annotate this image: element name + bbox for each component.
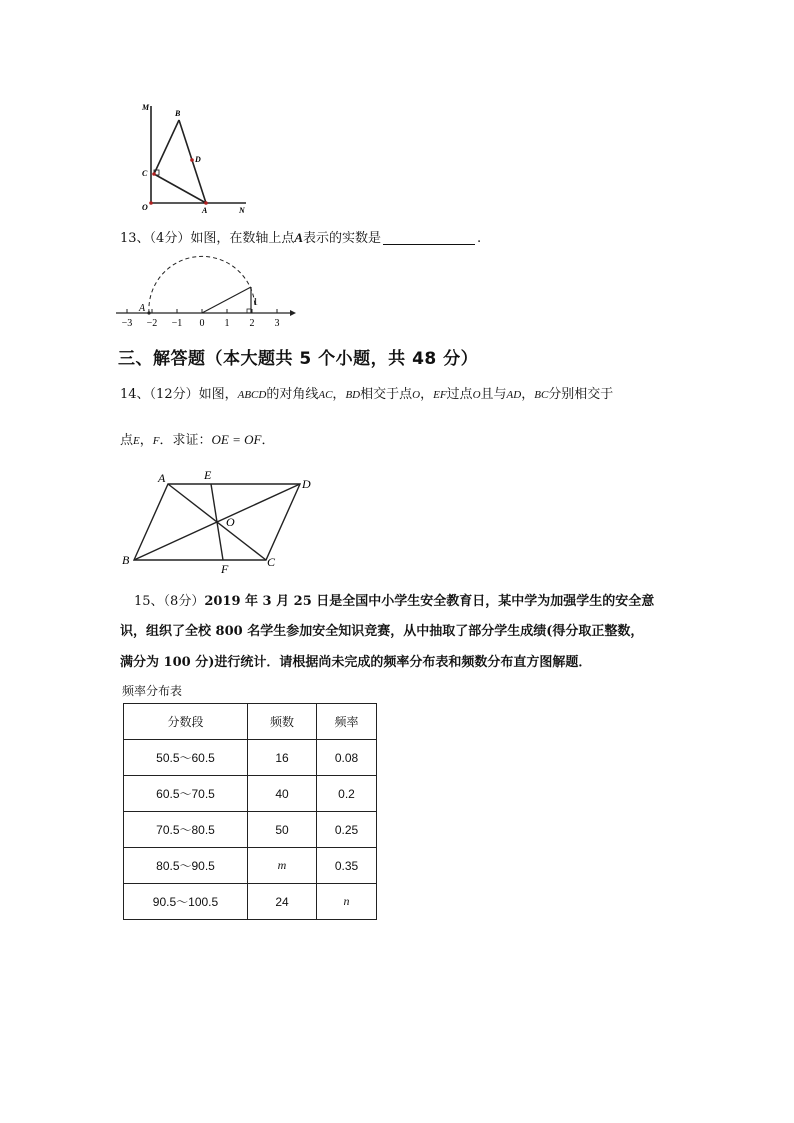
point-a-dot (147, 311, 150, 314)
q13-number: 13、 (120, 231, 150, 246)
q14-t13: ． (261, 433, 275, 448)
q14-t2: 的对角线 (266, 387, 319, 402)
label-d: D (302, 477, 311, 491)
q14-m11: OE = OF (211, 432, 262, 447)
q14-m9: E (133, 435, 140, 447)
table-caption: 频率分布表 (122, 684, 183, 698)
q13-point: A (294, 230, 304, 245)
q14-m3: BD (345, 389, 361, 401)
q15-score: （8分） (163, 594, 205, 609)
tick-label: 2 (249, 318, 255, 329)
table-row (124, 848, 377, 884)
label-o: O (142, 203, 148, 212)
header-score-range: 分数段 (124, 704, 248, 740)
cell-range: 80.5～90.5 (124, 848, 248, 884)
q14-t1: 如图， (198, 387, 238, 402)
tick-label: −2 (146, 318, 158, 329)
q13-end: . (477, 231, 482, 246)
q14-m2: AC (318, 389, 333, 401)
q14-t7: 且与 (480, 387, 507, 402)
q14-t8: ， (521, 387, 535, 402)
height-label: 1 (253, 297, 258, 308)
figure-angle-triangle (138, 96, 258, 218)
label-n: N (239, 206, 245, 215)
cell-count: 24 (248, 884, 317, 920)
label-a: A (158, 471, 166, 485)
question-15-line3: 满分为 100 分)进行统计．请根据尚未完成的频率分布表和频数分布直方图解题． (120, 655, 592, 670)
axis-arrow (290, 310, 296, 316)
tick-labels (122, 318, 280, 329)
cell-range: 60.5～70.5 (124, 776, 248, 812)
question-15-line2: 识，组织了全校 800 名学生参加安全知识竞赛，从中抽取了部分学生成绩(得分取正整数， (120, 624, 644, 639)
label-e: E (204, 468, 212, 482)
label-d: D (195, 155, 201, 164)
cell-rate: 0.35 (317, 848, 377, 884)
q13-text: 如图，在数轴上点 (190, 231, 295, 246)
q14-m5: EF (433, 389, 447, 401)
point-o (149, 201, 153, 205)
label-o: O (226, 515, 235, 529)
cell-rate: 0.08 (317, 740, 377, 776)
label-c: C (142, 169, 148, 178)
table-row (124, 776, 377, 812)
tick-label: −1 (171, 318, 183, 329)
q14-m4: O (412, 389, 421, 401)
question-13 (120, 228, 481, 249)
segment-ef (211, 484, 223, 560)
q14-t5: ， (420, 387, 434, 402)
q13-answer-blank[interactable] (383, 230, 475, 245)
arc-dashed (149, 256, 255, 313)
q14-m1: ABCD (237, 389, 267, 401)
cell-count: m (248, 848, 317, 884)
question-15-line1 (134, 592, 654, 612)
q14-score: （12分） (149, 387, 199, 402)
tick-label: −3 (121, 318, 133, 329)
segment-bc (154, 120, 179, 174)
q14-t11: ， (139, 433, 153, 448)
header-relative-frequency: 频率 (317, 704, 377, 740)
tick-label: 3 (274, 318, 280, 329)
q13-score: （4分） (149, 231, 191, 246)
cell-rate: 0.2 (317, 776, 377, 812)
q14-m6: O (472, 389, 481, 401)
table-row (124, 884, 377, 920)
table-row (124, 740, 377, 776)
table-row (124, 812, 377, 848)
frequency-table (123, 703, 377, 920)
tick-label: 0 (199, 318, 205, 329)
label-m: M (142, 103, 150, 112)
table-header-row (124, 704, 377, 740)
label-c: C (267, 555, 276, 569)
label-b: B (122, 553, 130, 567)
q14-m7: AD (506, 389, 522, 401)
cell-rate: n (317, 884, 377, 920)
question-14-line2 (120, 430, 274, 451)
q14-m10: F (152, 435, 160, 447)
cell-count: 40 (248, 776, 317, 812)
q14-number: 14、 (120, 387, 150, 402)
q14-m8: BC (534, 389, 549, 401)
question-14-line1 (120, 385, 613, 405)
point-c (152, 172, 156, 176)
section-heading: 三、解答题（本大题共 5 个小题，共 48 分） (118, 349, 479, 369)
header-frequency: 频数 (248, 704, 317, 740)
point-a-label: A (139, 303, 146, 314)
point-a (204, 201, 208, 205)
q14-t3: ， (332, 387, 346, 402)
cell-range: 90.5～100.5 (124, 884, 248, 920)
q15-line1: 2019 年 3 月 25 日是全国中小学生安全教育日，某中学为加强学生的安全意 (204, 594, 655, 609)
q13-text2: 表示的实数是 (303, 231, 382, 246)
cell-range: 50.5～60.5 (124, 740, 248, 776)
q15-number: 15、 (134, 594, 164, 609)
label-b: B (175, 109, 181, 118)
point-d (190, 158, 194, 162)
label-a: A (202, 206, 208, 215)
cell-rate: 0.25 (317, 812, 377, 848)
q14-t9: 分别相交于 (548, 387, 614, 402)
figure-parallelogram (118, 464, 322, 578)
cell-count: 16 (248, 740, 317, 776)
q14-t4: 相交于点 (360, 387, 413, 402)
q14-t10: 点 (120, 433, 134, 448)
tick-label: 1 (224, 318, 230, 329)
q14-t6: 过点 (446, 387, 473, 402)
cell-count: 50 (248, 812, 317, 848)
label-f: F (221, 562, 229, 576)
figure-number-line (114, 252, 300, 332)
cell-range: 70.5～80.5 (124, 812, 248, 848)
q14-t12: ．求证： (159, 433, 212, 448)
